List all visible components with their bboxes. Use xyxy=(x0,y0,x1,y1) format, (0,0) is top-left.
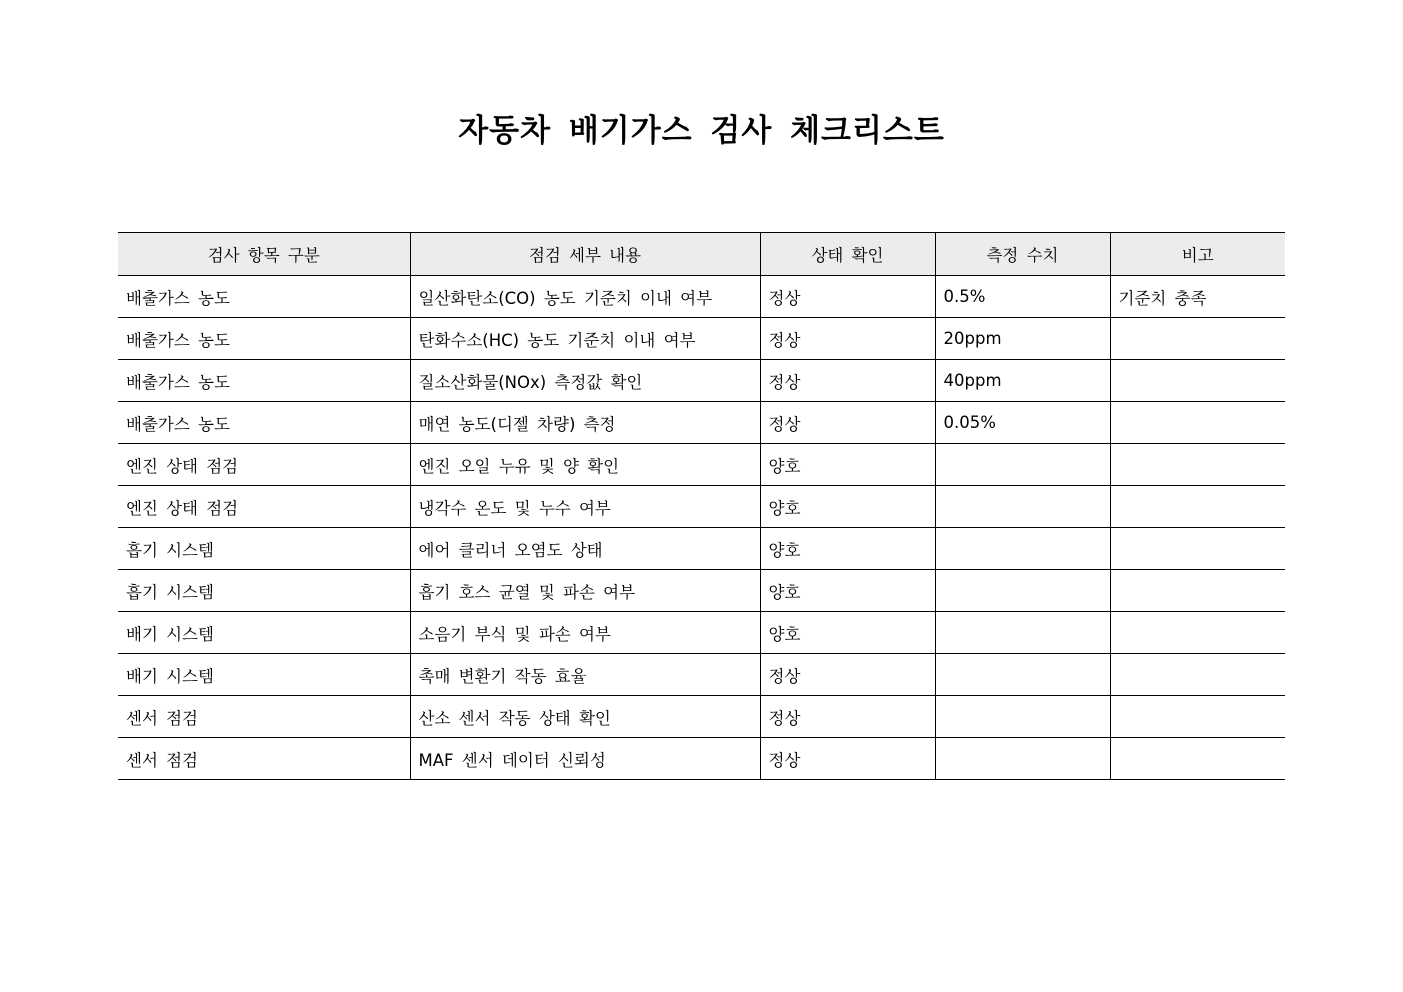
cell-detail: 산소 센서 작동 상태 확인 xyxy=(410,696,760,738)
cell-measurement xyxy=(935,654,1110,696)
header-row xyxy=(118,233,1285,276)
cell-category: 흡기 시스템 xyxy=(118,528,410,570)
cell-detail: 일산화탄소(CO) 농도 기준치 이내 여부 xyxy=(410,276,760,318)
table-row xyxy=(118,486,1285,528)
cell-detail: 에어 클리너 오염도 상태 xyxy=(410,528,760,570)
cell-measurement xyxy=(935,738,1110,780)
cell-remarks xyxy=(1110,486,1285,528)
cell-remarks xyxy=(1110,612,1285,654)
cell-remarks xyxy=(1110,360,1285,402)
cell-measurement xyxy=(935,444,1110,486)
cell-detail: 소음기 부식 및 파손 여부 xyxy=(410,612,760,654)
cell-measurement: 20ppm xyxy=(935,318,1110,360)
table-row xyxy=(118,612,1285,654)
cell-status: 양호 xyxy=(760,612,935,654)
cell-category: 센서 점검 xyxy=(118,738,410,780)
cell-measurement xyxy=(935,486,1110,528)
page-title: 자동차 배기가스 검사 체크리스트 xyxy=(458,113,945,149)
table-body xyxy=(118,276,1285,780)
cell-status: 정상 xyxy=(760,276,935,318)
cell-measurement: 40ppm xyxy=(935,360,1110,402)
cell-category: 엔진 상태 점검 xyxy=(118,486,410,528)
cell-detail: 탄화수소(HC) 농도 기준치 이내 여부 xyxy=(410,318,760,360)
header-status: 상태 확인 xyxy=(760,233,935,276)
header-category: 검사 항목 구분 xyxy=(118,233,410,276)
table-row xyxy=(118,570,1285,612)
cell-status: 정상 xyxy=(760,654,935,696)
cell-status: 정상 xyxy=(760,696,935,738)
cell-category: 배출가스 농도 xyxy=(118,276,410,318)
cell-detail: 매연 농도(디젤 차량) 측정 xyxy=(410,402,760,444)
cell-measurement xyxy=(935,696,1110,738)
cell-category: 배출가스 농도 xyxy=(118,402,410,444)
cell-category: 흡기 시스템 xyxy=(118,570,410,612)
cell-category: 배출가스 농도 xyxy=(118,360,410,402)
cell-status: 정상 xyxy=(760,402,935,444)
cell-detail: MAF 센서 데이터 신뢰성 xyxy=(410,738,760,780)
cell-status: 양호 xyxy=(760,486,935,528)
table-row xyxy=(118,360,1285,402)
cell-status: 양호 xyxy=(760,444,935,486)
cell-category: 배출가스 농도 xyxy=(118,318,410,360)
cell-measurement: 0.05% xyxy=(935,402,1110,444)
cell-category: 엔진 상태 점검 xyxy=(118,444,410,486)
table-row xyxy=(118,696,1285,738)
cell-detail: 흡기 호스 균열 및 파손 여부 xyxy=(410,570,760,612)
cell-category: 배기 시스템 xyxy=(118,612,410,654)
cell-remarks: 기준치 충족 xyxy=(1110,276,1285,318)
cell-category: 센서 점검 xyxy=(118,696,410,738)
table-row xyxy=(118,528,1285,570)
table-row xyxy=(118,444,1285,486)
cell-detail: 촉매 변환기 작동 효율 xyxy=(410,654,760,696)
header-remarks: 비고 xyxy=(1110,233,1285,276)
table-row xyxy=(118,276,1285,318)
table-header xyxy=(118,233,1285,276)
checklist-table xyxy=(118,232,1285,780)
cell-remarks xyxy=(1110,738,1285,780)
header-measurement: 측정 수치 xyxy=(935,233,1110,276)
cell-remarks xyxy=(1110,654,1285,696)
cell-remarks xyxy=(1110,318,1285,360)
table-row xyxy=(118,654,1285,696)
table-row xyxy=(118,318,1285,360)
cell-category: 배기 시스템 xyxy=(118,654,410,696)
cell-remarks xyxy=(1110,696,1285,738)
cell-measurement xyxy=(935,570,1110,612)
header-detail: 점검 세부 내용 xyxy=(410,233,760,276)
cell-status: 정상 xyxy=(760,360,935,402)
cell-measurement xyxy=(935,612,1110,654)
cell-status: 정상 xyxy=(760,318,935,360)
cell-measurement xyxy=(935,528,1110,570)
cell-detail: 질소산화물(NOx) 측정값 확인 xyxy=(410,360,760,402)
cell-status: 양호 xyxy=(760,528,935,570)
table-row xyxy=(118,402,1285,444)
cell-remarks xyxy=(1110,402,1285,444)
cell-status: 양호 xyxy=(760,570,935,612)
cell-detail: 냉각수 온도 및 누수 여부 xyxy=(410,486,760,528)
cell-status: 정상 xyxy=(760,738,935,780)
cell-remarks xyxy=(1110,528,1285,570)
cell-measurement: 0.5% xyxy=(935,276,1110,318)
cell-remarks xyxy=(1110,570,1285,612)
cell-detail: 엔진 오일 누유 및 양 확인 xyxy=(410,444,760,486)
table-row xyxy=(118,738,1285,780)
cell-remarks xyxy=(1110,444,1285,486)
